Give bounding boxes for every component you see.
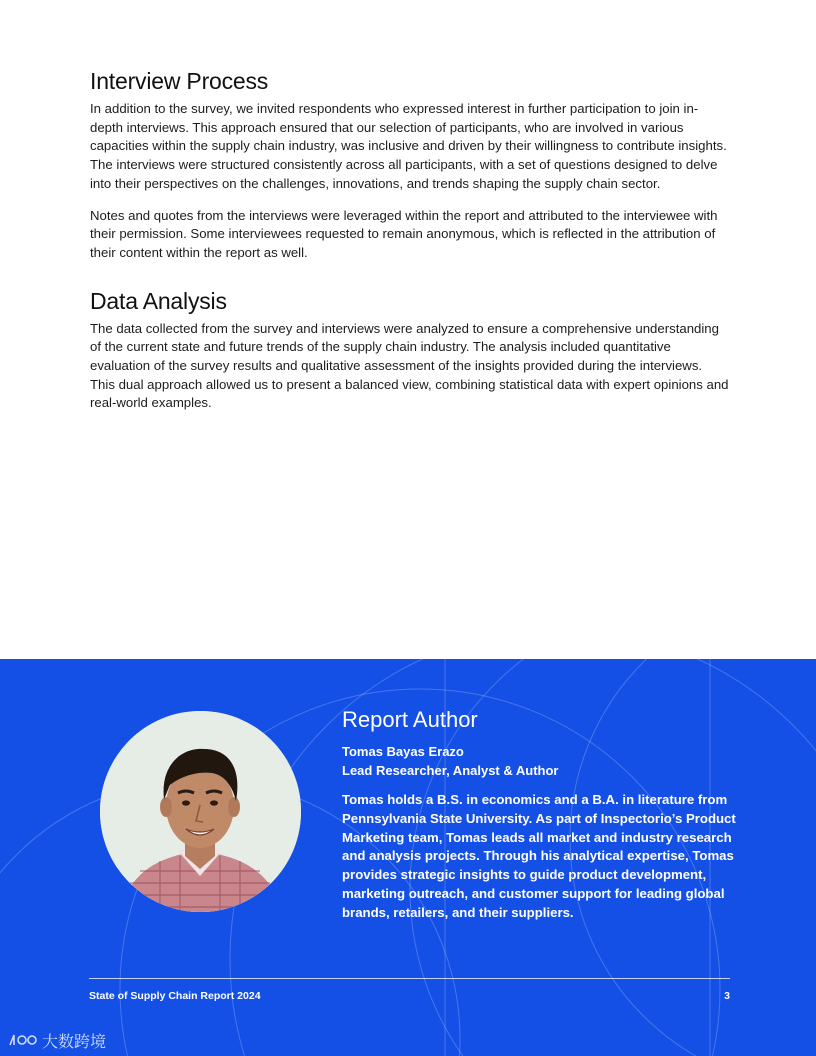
interview-paragraph-2: Notes and quotes from the interviews were leveraged within the report and attributed to the interviewee with their permission. Some interviewees requested to remain anonymous, which is reflected in the attribution of their content within the report as well. [90, 207, 718, 260]
author-info [342, 706, 742, 923]
author-role: Lead Researcher, Analyst & Author [342, 763, 559, 778]
analysis-heading: Data Analysis [90, 287, 227, 314]
interview-paragraph-1: In addition to the survey, we invited respondents who expressed interest in further participation to join in-depth interviews. This approach ensured that our selection of participants, who are involved in various capacities within the supply chain industry, was inclusive and driven by their willingness to contribute insights. The interviews were structured consistently across all participants, with a set of questions designed to delve into their perspectives on the challenges, innovations, and trends shaping the supply chain sector. [90, 101, 727, 191]
author-section-title: Report Author [342, 707, 478, 732]
author-name: Tomas Bayas Erazo [342, 744, 464, 759]
author-portrait [100, 711, 301, 912]
watermark-logo-icon [8, 1031, 38, 1049]
watermark [8, 1030, 106, 1050]
footer-divider [89, 978, 730, 979]
footer-report-name: State of Supply Chain Report 2024 [89, 990, 261, 1002]
interview-heading: Interview Process [90, 68, 269, 94]
author-panel [0, 659, 816, 1056]
main-content [90, 66, 730, 426]
footer-page-number: 3 [724, 990, 730, 1002]
analysis-paragraph-1: The data collected from the survey and interviews were analyzed to ensure a comprehensive understanding of the current state and future trends of the supply chain industry. The analysis included quantitative evaluation of the survey results and qualitative assessment of the insights provided during the interviews. This dual approach allowed us to present a balanced view, combining statistical data with expert opinions and real-world examples. [90, 320, 729, 411]
author-bio: Tomas holds a B.S. in economics and a B.A. in literature from Pennsylvania State University. As part of Inspectorio’s Product Marketing team, Tomas leads all market and industry research and analysis projects. Through his analytical expertise, Tomas provides strategic insights to guide product development, marketing outreach, and customer support for leading global brands, retailers, and their suppliers. [342, 792, 736, 920]
watermark-text: 大数跨境 [42, 1031, 107, 1051]
